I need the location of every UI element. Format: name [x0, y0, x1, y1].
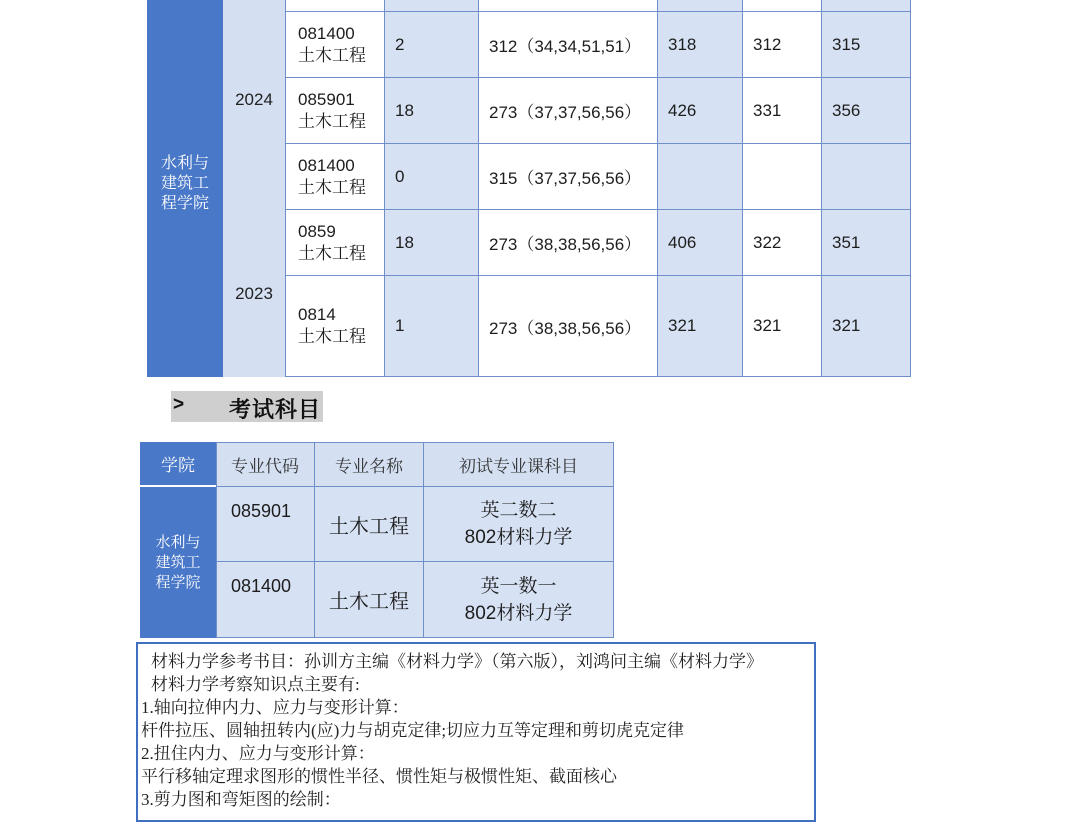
major-code: 085901: [231, 501, 292, 521]
max-value: 321: [668, 316, 697, 335]
table-cell-min: [743, 144, 822, 210]
avg-value: 356: [832, 100, 861, 120]
table-cell-count: [385, 0, 479, 12]
table-row-2-code: [285, 78, 385, 144]
table-row-1-code: [216, 487, 315, 562]
major-name: 土木工程: [329, 591, 409, 613]
table-cell-avg: [822, 144, 911, 210]
line-value: 273（37,37,56,56）: [489, 103, 642, 122]
max-value: 426: [668, 100, 697, 120]
line-value: 273（38,38,56,56）: [489, 235, 642, 254]
table-row-1-subject: [424, 487, 614, 562]
year-label: 2023: [235, 283, 273, 303]
major-code: 081400: [231, 576, 292, 596]
section-title: 考试科目: [229, 397, 322, 422]
table-cell-line: [479, 276, 658, 377]
major-code: 081400: [298, 155, 355, 175]
header-code: [216, 442, 315, 487]
note-line: 材料力学考察知识点主要有:: [151, 675, 360, 694]
table-row-4-code: [285, 210, 385, 276]
avg-value: 321: [832, 316, 861, 335]
header-subject: [424, 442, 614, 487]
major-code: 0859: [298, 221, 336, 241]
max-value: 406: [668, 232, 697, 252]
header-label: 专业代码: [231, 456, 299, 476]
table-cell-max: [658, 78, 743, 144]
table-cell-line: [479, 0, 658, 12]
college-name: 水利与建筑工程学院: [155, 534, 201, 591]
table-cell-avg: [822, 0, 911, 12]
max-value: 318: [668, 34, 697, 54]
table-row-1-code: [285, 12, 385, 78]
note-line: 3.剪力图和弯矩图的绘制：: [141, 790, 341, 809]
table-cell-min: [743, 276, 822, 377]
year-cell-2024: [223, 0, 285, 210]
major-name: 土木工程: [298, 111, 366, 131]
count-value: 0: [395, 166, 405, 186]
min-value: 322: [753, 232, 782, 252]
table-cell-avg: [822, 12, 911, 78]
table-cell-avg: [822, 276, 911, 377]
subject-line-1: 英二数二: [480, 500, 557, 521]
header-label: 初试专业课科目: [459, 456, 578, 476]
arrow-icon: >: [173, 394, 185, 415]
table-row-5-code: [285, 276, 385, 377]
avg-value: 351: [832, 232, 861, 252]
reference-notes: [136, 642, 816, 822]
table-cell-avg: [822, 78, 911, 144]
header-label: 学院: [161, 456, 195, 475]
table-cell-min: [743, 12, 822, 78]
year-cell-2023: [223, 210, 285, 377]
table-cell-count: [385, 78, 479, 144]
table-cell-count: [385, 210, 479, 276]
table-cell-count: [385, 276, 479, 377]
note-line: 1.轴向拉伸内力、应力与变形计算：: [141, 698, 409, 717]
table-row-1-name: [315, 487, 424, 562]
major-name: 土木工程: [298, 327, 366, 346]
major-name: 土木工程: [329, 515, 409, 538]
header-college: [140, 442, 216, 487]
table-row-2-subject: [424, 562, 614, 638]
section-heading: [171, 391, 323, 422]
table-cell-count: [385, 144, 479, 210]
note-line: 2.扭住内力、应力与变形计算：: [141, 744, 375, 763]
table-cell-line: [479, 12, 658, 78]
subject-line-2: 802材料力学: [464, 602, 573, 624]
count-value: 2: [395, 34, 405, 54]
avg-value: 315: [832, 34, 861, 54]
subject-line-2: 802材料力学: [464, 527, 573, 548]
major-code: 085901: [298, 89, 355, 109]
table-cell-min: [743, 210, 822, 276]
min-value: 312: [753, 34, 782, 54]
major-name: 土木工程: [298, 45, 366, 65]
subject-line-1: 英一数一: [480, 575, 557, 597]
table-cell-max: [658, 144, 743, 210]
table-row-3-code: [285, 144, 385, 210]
college-cell: [147, 0, 223, 377]
count-value: 18: [395, 232, 414, 252]
table-cell-line: [479, 78, 658, 144]
college-name: 水利与建筑工程学院: [161, 154, 210, 212]
table-cell-code: [285, 0, 385, 12]
table-cell-line: [479, 144, 658, 210]
header-name: [315, 442, 424, 487]
table-cell-count: [385, 12, 479, 78]
line-value: 312（34,34,51,51）: [489, 37, 642, 56]
table-cell-avg: [822, 210, 911, 276]
line-value: 273（38,38,56,56）: [489, 318, 642, 338]
year-label: 2024: [235, 90, 273, 109]
count-value: 1: [395, 316, 405, 335]
major-code: 081400: [298, 23, 355, 43]
note-line: 材料力学参考书目：孙训方主编《材料力学》（第六版），刘鸿问主编《材料力学》: [151, 652, 763, 671]
note-line: 杆件拉压、圆轴扭转内(应)力与胡克定律;切应力互等定理和剪切虎克定律: [141, 721, 685, 740]
table-cell-max: [658, 12, 743, 78]
table-row-2-code: [216, 562, 315, 638]
note-line: 平行移轴定理求图形的惯性半径、惯性矩与极惯性矩、截面核心: [141, 767, 617, 786]
min-value: 331: [753, 100, 782, 120]
count-value: 18: [395, 100, 414, 120]
table-cell-max: [658, 276, 743, 377]
header-label: 专业名称: [335, 456, 403, 476]
table-cell-max: [658, 0, 743, 12]
exam-subject-table: [140, 442, 614, 638]
major-code: 0814: [298, 305, 336, 324]
admission-score-table: [147, 0, 911, 377]
min-value: 321: [753, 316, 782, 335]
college-cell: [140, 487, 216, 638]
table-cell-line: [479, 210, 658, 276]
table-row-2-name: [315, 562, 424, 638]
table-cell-min: [743, 0, 822, 12]
line-value: 315（37,37,56,56）: [489, 169, 642, 188]
major-name: 土木工程: [298, 243, 366, 263]
table-cell-max: [658, 210, 743, 276]
table-cell-min: [743, 78, 822, 144]
major-name: 土木工程: [298, 177, 366, 197]
